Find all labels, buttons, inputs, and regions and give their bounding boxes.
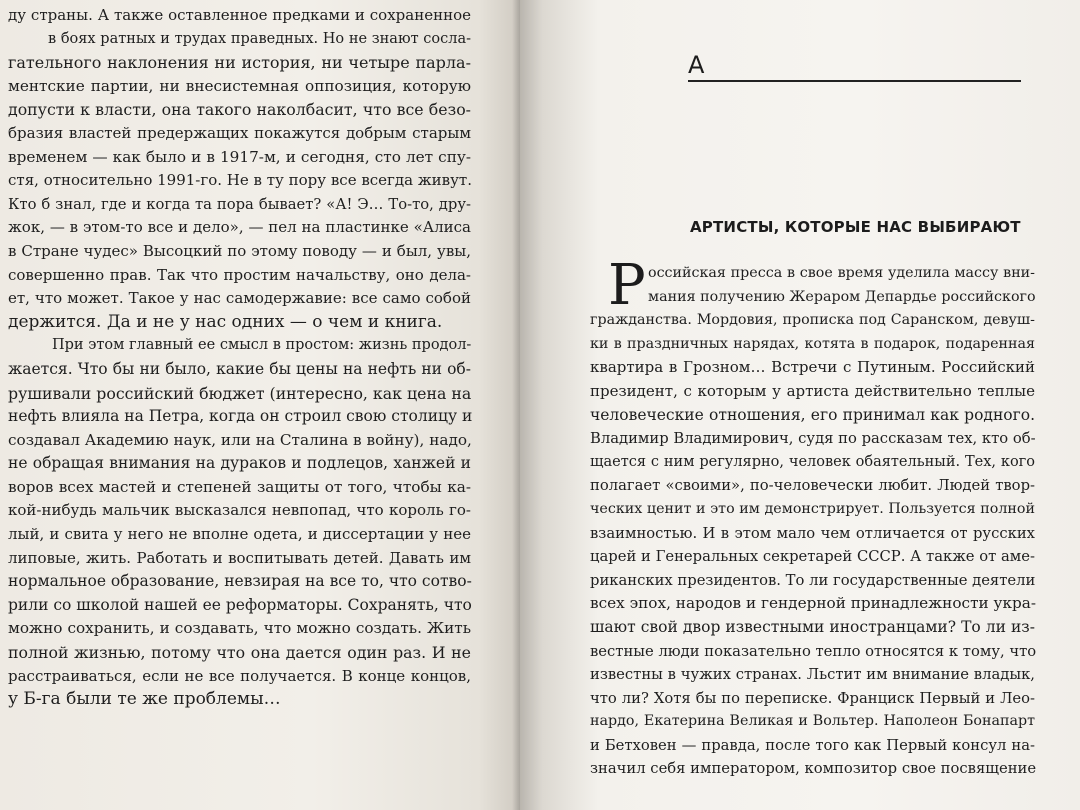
text-line: кой-нибудь мальчик высказался невпопад, что король го- [8,501,471,520]
text-line: временем — как было и в 1917-м, и сегодня, сто лет спу- [8,147,471,166]
text-line: держится. Да и не у нас одних — о чем и книга. [8,311,443,332]
text-line: нефть влияла на Петра, когда он строил свою столицу и [8,407,473,426]
text-line: царей и Генеральных секретарей СССР. А также от аме- [590,548,1035,566]
text-line: жок, — в этом-то все и дело», — пел на пластинке «Алиса [8,218,471,237]
text-line: полагает «своими», по-человечески любит. Людей твор- [590,477,1035,495]
text-line: нормальное образование, невзирая на все то, что сотво- [8,572,472,591]
right-page [520,0,1080,810]
text-line: у Б-га были те же проблемы… [8,689,281,710]
text-line: гательного наклонения ни история, ни четыре парла- [8,53,471,73]
text-line: в боях ратных и трудах праведных. Но не знают сосла- [48,30,471,47]
text-line: полной жизнью, потому что она дается один раз. И не [8,643,471,663]
text-line: вестные люди показательно тепло относятся к тому, что [590,642,1037,660]
text-line: и Бетховен — правда, после того как Первый консул на- [590,736,1035,754]
text-line: оссийская пресса в свое время уделила массу вни- [648,265,1035,281]
text-line: ки в праздничных нарядах, котята в подарок, подаренная [590,335,1035,352]
text-line: Владимир Владимирович, судя по рассказам тех, кто об- [590,430,1036,448]
text-line: воров всех мастей и степеней защиты от того, чтобы ка- [8,477,471,496]
text-line: ду страны. А также оставленное предками и сохраненное [8,6,471,24]
chapter-title: АРТИСТЫ, КОТОРЫЕ НАС ВЫБИРАЮТ [690,218,1021,236]
text-line: допусти к власти, она такого наколбасит, что все безо- [8,100,471,120]
text-line: гражданства. Мордовия, прописка под Саранском, девуш- [590,312,1035,329]
text-line: риканских президентов. То ли государственные деятели [590,571,1036,589]
right-page-text [590,262,1035,781]
text-line: ет, что может. Такое у нас самодержавие: все само собой [8,289,471,308]
header-rule [688,80,1021,82]
text-line: ческих ценит и это им демонстрирует. Пользуется полной [590,500,1035,517]
text-line: ментские партии, ни внесистемная оппозиция, которую [8,76,471,95]
left-page [0,0,520,810]
drop-cap: Р [608,253,646,318]
text-line: человеческие отношения, его принимал как родного. [590,405,1035,424]
section-letter: А [688,51,705,79]
text-line: жается. Что бы ни было, какие бы цены на нефть ни об- [8,359,471,378]
text-line: стя, относительно 1991-го. Не в ту пору все всегда живут. [8,171,472,190]
text-line: рушивали российский бюджет (интересно, как цена на [8,383,472,403]
text-line: мания получению Жераром Депардье российского [648,288,1036,305]
text-line: квартира в Грозном… Встречи с Путиным. Российский [590,358,1035,377]
paragraph-start-line: При этом главный ее смысл в простом: жизнь продол- [52,337,472,354]
text-line: нардо, Екатерина Великая и Вольтер. Наполеон Бонапарт [590,713,1035,730]
text-line: значил себя императором, композитор свое посвящение [590,760,1037,778]
text-line: шают свой двор известными иностранцами? То ли из- [590,617,1035,636]
text-line: не обращая внимания на дураков и подлецов, ханжей и [8,454,471,473]
text-line: президент, с которым у артиста действительно теплые [590,381,1035,400]
left-page-text [8,4,471,712]
text-line: рили со школой нашей ее реформаторы. Сохранять, что [8,595,472,614]
text-line: липовые, жить. Работать и воспитывать детей. Давать им [8,548,471,567]
text-line: всех эпох, народов и гендерной принадлежности укра- [590,594,1037,613]
text-line: бразия властей предержащих покажутся добрым старым [8,123,471,142]
text-line: что ли? Хотя бы по переписке. Франциск Первый и Лео- [590,689,1035,707]
text-line: в Стране чудес» Высоцкий по этому поводу — и был, увы, [8,241,471,260]
text-line: можно сохранить, и создавать, что можно создать. Жить [8,619,471,638]
text-line: Кто б знал, где и когда та пора бывает? «А! Э… То-то, дру- [8,195,471,213]
text-line: создавал Академию наук, или на Сталина в войну), надо, [8,430,472,449]
text-line: известны в чужих странах. Льстит им внимание владык, [590,666,1035,684]
text-line: совершенно прав. Так что простим начальству, оно дела- [8,265,471,284]
text-line: щается с ним регулярно, человек обаятельный. Тех, кого [590,453,1035,470]
text-line: расстраиваться, если не все получается. В конце концов, [8,666,471,685]
text-line: взаимностью. И в этом мало чем отличается от русских [590,524,1035,542]
text-line: лый, и свита у него не вполне одета, и диссертации у нее [8,525,471,544]
